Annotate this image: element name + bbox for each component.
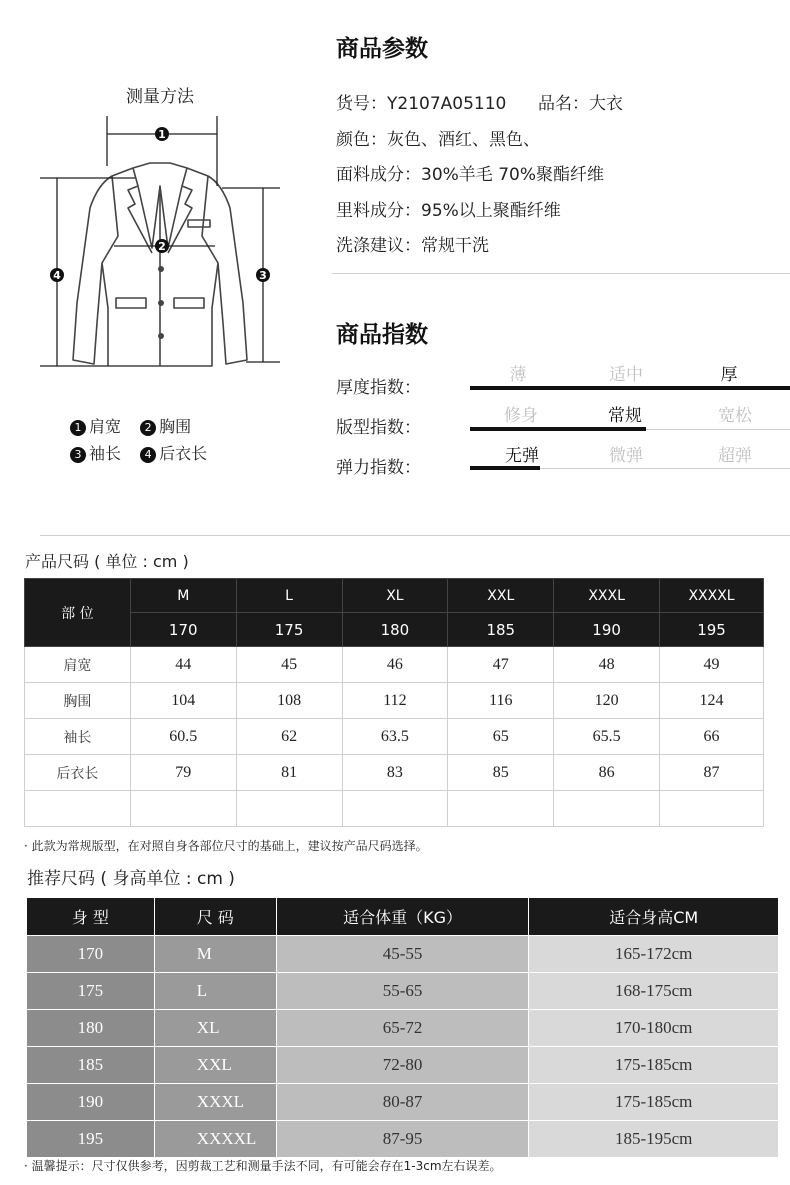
- table-cell: [25, 791, 131, 827]
- fit-opt-regular: 常规: [608, 406, 642, 426]
- rec-cell-size: L: [154, 973, 276, 1010]
- index-label-stretch: 弹力指数：: [336, 458, 421, 478]
- rec-cell-range: 175-185cm: [529, 1084, 779, 1121]
- size-table-title: 产品尺码 ( 单位 : cm ): [25, 552, 189, 571]
- marker-sleeve: 3: [259, 269, 267, 282]
- rec-cell-size: XXXXL: [154, 1121, 276, 1158]
- legend-label: 肩宽: [89, 417, 122, 436]
- row-label: 袖长: [25, 719, 131, 755]
- rec-cell-weight: 80-87: [276, 1084, 529, 1121]
- fit-opt-slim: 修身: [504, 406, 538, 426]
- legend-item: [70, 444, 121, 463]
- table-row: [27, 1047, 779, 1084]
- legend-label: 袖长: [89, 444, 122, 463]
- stretch-opt-super: 超弹: [718, 446, 752, 466]
- table-cell: 112: [342, 683, 448, 719]
- row-label: 肩宽: [25, 647, 131, 683]
- rec-cell-range: 175-185cm: [529, 1047, 779, 1084]
- rec-cell-size: XL: [154, 1010, 276, 1047]
- height-col-header: 175: [236, 613, 342, 647]
- rec-cell-size: XXXL: [154, 1084, 276, 1121]
- table-cell: [448, 791, 554, 827]
- legend-row-1: [70, 414, 191, 437]
- table-cell: 60.5: [130, 719, 236, 755]
- legend-label: 胸围: [159, 417, 192, 436]
- legend-num: 4: [140, 447, 156, 463]
- rec-cell-weight: 65-72: [276, 1010, 529, 1047]
- table-cell: 86: [554, 755, 660, 791]
- table-cell: 81: [236, 755, 342, 791]
- section-divider: [40, 535, 790, 536]
- jacket-diagram: [40, 108, 285, 378]
- param-item-no: 货号：Y2107A05110: [336, 94, 507, 114]
- params-divider: [332, 273, 790, 274]
- size-col-header: XXXL: [554, 579, 660, 613]
- size-table: [24, 578, 764, 827]
- size-col-header: XL: [342, 579, 448, 613]
- param-wash: 洗涤建议：常规干洗: [336, 236, 489, 256]
- size-col-header: XXXXL: [660, 579, 764, 613]
- rec-cell-height: 190: [27, 1084, 155, 1121]
- row-label: 后衣长: [25, 755, 131, 791]
- table-cell: 44: [130, 647, 236, 683]
- table-cell: 66: [660, 719, 764, 755]
- table-cell: 108: [236, 683, 342, 719]
- table-cell: 48: [554, 647, 660, 683]
- measure-title: 测量方法: [126, 87, 194, 107]
- legend-num: 1: [70, 420, 86, 436]
- table-cell: 120: [554, 683, 660, 719]
- table-cell: [554, 791, 660, 827]
- table-row: [27, 1010, 779, 1047]
- rec-cell-height: 175: [27, 973, 155, 1010]
- row-label: 胸围: [25, 683, 131, 719]
- index-title: 商品指数: [336, 322, 428, 348]
- table-cell: 87: [660, 755, 764, 791]
- rec-cell-range: 168-175cm: [529, 973, 779, 1010]
- rec-header: 适合身高CM: [529, 898, 779, 936]
- size-note: · 此款为常规版型，在对照自身各部位尺寸的基础上，建议按产品尺码选择。: [24, 839, 428, 853]
- marker-chest: 2: [158, 240, 166, 253]
- table-row: [27, 936, 779, 973]
- table-row: [27, 1084, 779, 1121]
- rec-table: [26, 897, 779, 1158]
- table-row: [25, 683, 764, 719]
- height-col-header: 190: [554, 613, 660, 647]
- height-col-header: 170: [130, 613, 236, 647]
- stretch-opt-slight: 微弹: [609, 446, 643, 466]
- legend-item: [70, 417, 121, 436]
- rec-cell-range: 170-180cm: [529, 1010, 779, 1047]
- table-row: [25, 647, 764, 683]
- rec-cell-height: 170: [27, 936, 155, 973]
- table-row-empty: [25, 791, 764, 827]
- rec-cell-size: XXL: [154, 1047, 276, 1084]
- table-cell: 45: [236, 647, 342, 683]
- rec-cell-weight: 55-65: [276, 973, 529, 1010]
- rec-cell-range: 185-195cm: [529, 1121, 779, 1158]
- rec-table-title: 推荐尺码 ( 身高单位 : cm ): [27, 869, 235, 889]
- button-dot: [158, 333, 164, 339]
- fit-opt-loose: 宽松: [718, 406, 752, 426]
- table-cell: 46: [342, 647, 448, 683]
- size-corner: 部 位: [25, 579, 131, 647]
- param-color: 颜色：灰色、酒红、黑色、: [336, 130, 540, 150]
- rec-cell-range: 165-172cm: [529, 936, 779, 973]
- table-cell: 63.5: [342, 719, 448, 755]
- marker-shoulder: 1: [158, 128, 166, 141]
- table-cell: [342, 791, 448, 827]
- rec-header: 身 型: [27, 898, 155, 936]
- param-fabric: 面料成分：30%羊毛 70%聚酯纤维: [336, 165, 604, 185]
- table-row: [27, 973, 779, 1010]
- table-cell: [130, 791, 236, 827]
- rec-header: 适合体重（KG）: [276, 898, 529, 936]
- height-col-header: 185: [448, 613, 554, 647]
- size-col-header: M: [130, 579, 236, 613]
- params-title: 商品参数: [336, 36, 428, 62]
- thickness-opt-thick: 厚: [720, 365, 738, 385]
- rec-header: 尺 码: [154, 898, 276, 936]
- table-cell: 124: [660, 683, 764, 719]
- param-item-name: 品名：大衣: [538, 94, 623, 114]
- index-label-fit: 版型指数：: [336, 418, 421, 438]
- stretch-opt-none: 无弹: [505, 446, 539, 466]
- table-cell: 79: [130, 755, 236, 791]
- thickness-bar: [470, 386, 790, 390]
- param-lining: 里料成分：95%以上聚酯纤维: [336, 201, 561, 221]
- size-col-header: XXL: [448, 579, 554, 613]
- rec-note: · 温馨提示：尺寸仅供参考，因剪裁工艺和测量手法不同，有可能会存在1-3cm左右误差。: [24, 1159, 502, 1173]
- table-cell: 116: [448, 683, 554, 719]
- index-label-thickness: 厚度指数：: [336, 378, 421, 398]
- legend-item: [140, 444, 207, 463]
- legend-row-2: [70, 441, 207, 464]
- fit-bar: [470, 427, 646, 431]
- thickness-opt-thin: 薄: [509, 365, 527, 385]
- table-cell: 83: [342, 755, 448, 791]
- table-cell: 62: [236, 719, 342, 755]
- rec-cell-height: 195: [27, 1121, 155, 1158]
- rec-cell-height: 185: [27, 1047, 155, 1084]
- table-cell: [236, 791, 342, 827]
- rec-cell-size: M: [154, 936, 276, 973]
- table-cell: 65.5: [554, 719, 660, 755]
- height-col-header: 195: [660, 613, 764, 647]
- table-row: [25, 719, 764, 755]
- rec-cell-height: 180: [27, 1010, 155, 1047]
- button-dot: [158, 266, 164, 272]
- legend-num: 2: [140, 420, 156, 436]
- button-dot: [158, 300, 164, 306]
- legend-label: 后衣长: [159, 444, 208, 463]
- table-row: [27, 1121, 779, 1158]
- marker-length: 4: [53, 269, 61, 282]
- legend-item: [140, 417, 191, 436]
- table-cell: 47: [448, 647, 554, 683]
- table-cell: 65: [448, 719, 554, 755]
- table-cell: 85: [448, 755, 554, 791]
- table-cell: 49: [660, 647, 764, 683]
- height-col-header: 180: [342, 613, 448, 647]
- table-cell: 104: [130, 683, 236, 719]
- legend-num: 3: [70, 447, 86, 463]
- stretch-bar: [470, 466, 540, 470]
- rec-cell-weight: 45-55: [276, 936, 529, 973]
- rec-cell-weight: 87-95: [276, 1121, 529, 1158]
- table-cell: [660, 791, 764, 827]
- rec-cell-weight: 72-80: [276, 1047, 529, 1084]
- thickness-opt-medium: 适中: [609, 365, 643, 385]
- table-row: [25, 755, 764, 791]
- size-col-header: L: [236, 579, 342, 613]
